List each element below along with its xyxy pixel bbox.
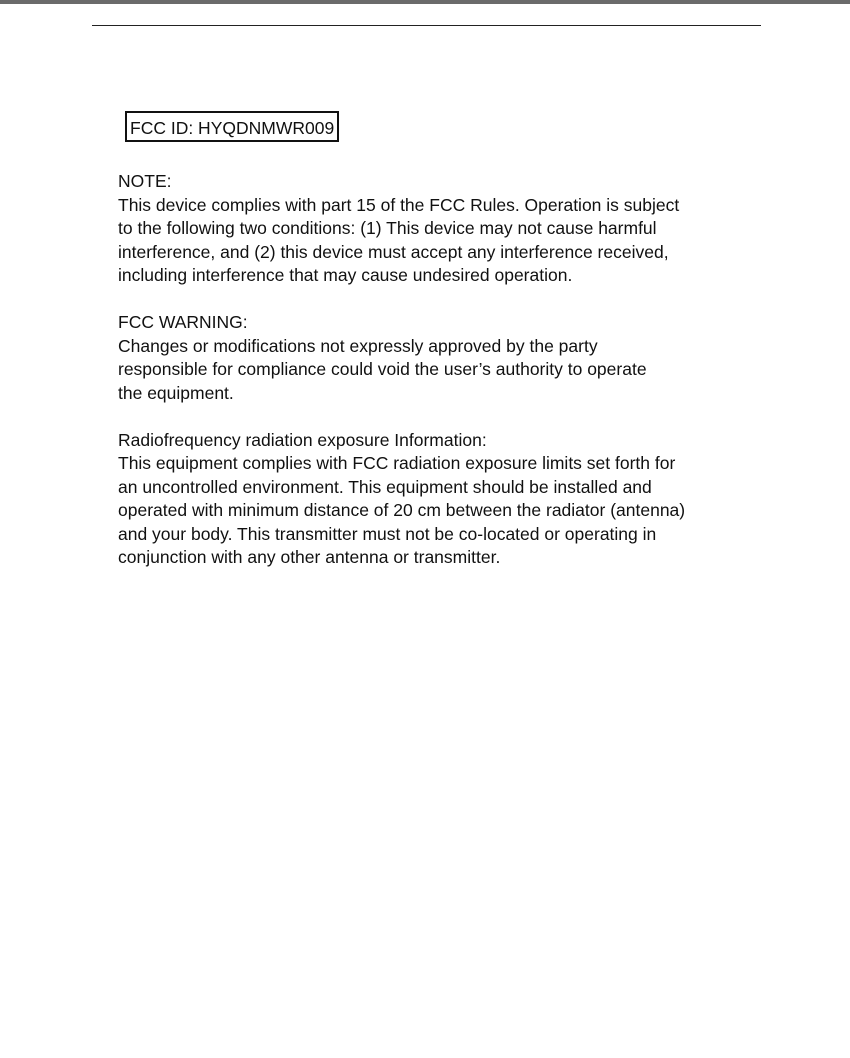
rf-exposure-section xyxy=(118,429,758,570)
fcc-warning-line: the equipment. xyxy=(118,382,234,403)
fcc-warning-section xyxy=(118,311,758,405)
rf-exposure-heading: Radiofrequency radiation exposure Information: xyxy=(118,429,487,450)
rf-exposure-line: conjunction with any other antenna or transmitter. xyxy=(118,547,501,567)
header-rule xyxy=(92,25,761,26)
fcc-warning-heading: FCC WARNING: xyxy=(118,312,248,332)
document-body xyxy=(118,170,758,593)
rf-exposure-line: operated with minimum distance of 20 cm between the radiator (antenna) xyxy=(118,500,686,520)
fcc-warning-line: responsible for compliance could void the user’s authority to operate xyxy=(118,359,647,379)
rf-exposure-line: an uncontrolled environment. This equipment should be installed and xyxy=(118,476,652,497)
rf-exposure-line: This equipment complies with FCC radiation exposure limits set forth for xyxy=(118,453,676,473)
fcc-id-label: FCC ID: HYQDNMWR009 xyxy=(125,111,339,142)
note-line: This device complies with part 15 of the FCC Rules. Operation is subject xyxy=(118,194,680,215)
note-section xyxy=(118,170,758,288)
note-line: to the following two conditions: (1) This device may not cause harmful xyxy=(118,218,657,238)
top-border xyxy=(0,0,850,4)
note-line: including interference that may cause undesired operation. xyxy=(118,265,573,285)
note-heading: NOTE: xyxy=(118,171,172,191)
fcc-warning-line: Changes or modifications not expressly approved by the party xyxy=(118,335,598,356)
note-line: interference, and (2) this device must accept any interference received, xyxy=(118,241,669,262)
rf-exposure-line: and your body. This transmitter must not be co-located or operating in xyxy=(118,523,657,544)
